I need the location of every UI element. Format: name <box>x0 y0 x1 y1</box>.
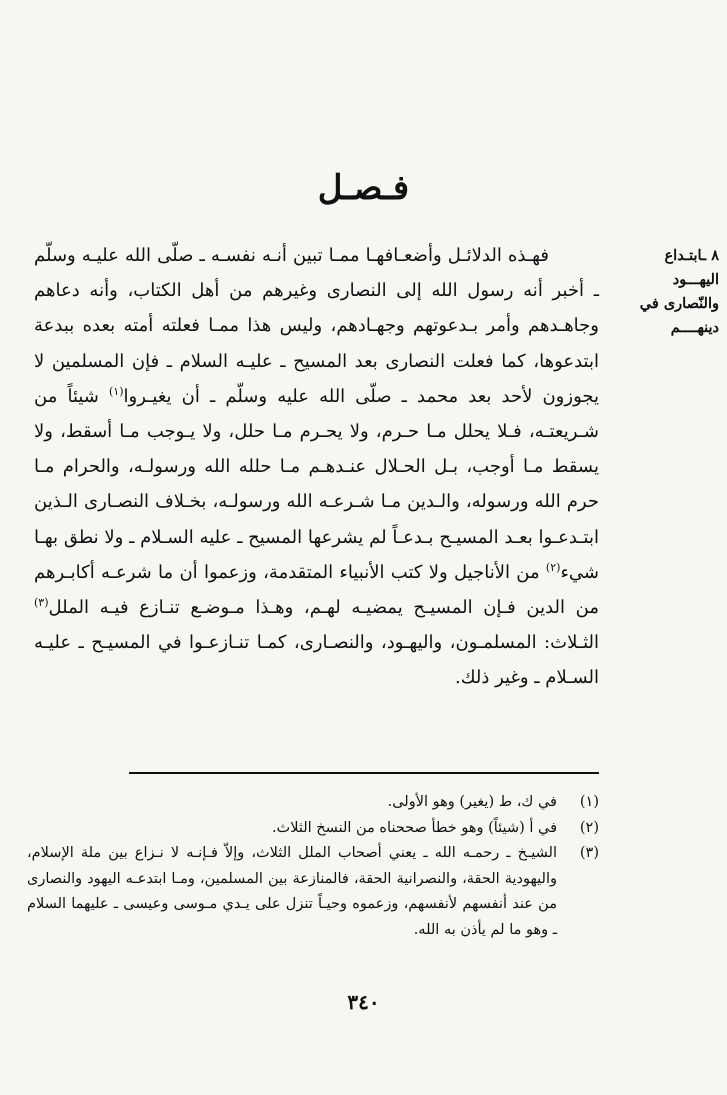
main-body-text <box>34 238 599 696</box>
margin-note-word: ابتـداع <box>664 247 702 264</box>
footnote-ref-2: (٢) <box>545 560 561 574</box>
footnote-number: (٣) <box>579 845 599 861</box>
footnotes <box>27 790 599 943</box>
text-segment-1: فهـذه الدلائـل وأضعـافهـا ممـا تبين أنـه نفسـه ـ صلّى الله عليـه وسلّم ـ أخبر أنه رسول الله إلى النصارى وغيرهم من أهل الكتاب، وأنه دعاهم وجاهـدهم وأمر بـدعوتهم وجهـادهم، وليس هذا ممـا فعلته أمته بعده ببدعة ابتدعوها، كما فعلت النصارى بعد المسيح ـ عليـه السلام ـ فإن المسلمين لا يجوزون لأحد بعد محمد ـ صلّى الله عليه وسلّم ـ أن يغيـروا <box>34 245 599 407</box>
margin-note-line-4: دينهــــم <box>670 319 719 336</box>
text-segment-3: من الأناجيل ولا كتب الأنبياء المتقدمة، وزعموا أن ما شرعـه أكابـرهم من الدين فـإن المسيـح يمضيـه لهـم، وهـذا مـوضـع تنـازع فيـه الملل <box>34 561 599 619</box>
footnote-ref-3: (٣) <box>34 596 49 610</box>
footnote-3 <box>27 841 599 943</box>
margin-note <box>621 244 719 340</box>
footnote-ref-1: (١) <box>109 384 124 398</box>
footnote-2 <box>27 816 599 842</box>
footnote-text: الشيـخ ـ رحمـه الله ـ يعني أصحاب الملل الثلاث، وإلاّ فـإنـه لا نـزاع بين ملة الإسلام، واليهودية الحقة، والنصرانية الحقة، فالمنازعة بين المسلمين، ومـا ابتدعـه اليهود والنصارى من عند أنفسهم لأنفسهم، وزعموه وحيـاً تنزل على يـدي مـوسى وعيسى ـ عليهما السلام ـ وهو ما لم يأذن به الله. <box>27 845 557 938</box>
text-segment-2: شيئاً من شـريعتـه، فـلا يحلل مـا حـرم، ولا يحـرم مـا حلل، ولا يـوجب مـا أسقط، ولا يسقط مـا أوجب، بـل الحـلال عنـدهـم مـا حلله الله ورسولـه، والحرام مـا حرم الله ورسوله، والـدين مـا شـرعـه الله ورسولـه، بخـلاف النصـارى الـذين ابتـدعـوا بعـد المسيـح بـدعـاً لم يشرعها المسيح ـ عليه السـلام ـ ولا نطق بهـا شيء <box>34 385 599 583</box>
chapter-title: فـصـل <box>317 168 410 208</box>
footnote-number: (١) <box>579 794 599 810</box>
page-number: ٣٤٠ <box>347 990 380 1014</box>
footnote-text: في أ (شيئاً) وهو خطأ صححناه من النسخ الثلاث. <box>271 819 557 836</box>
footnote-1 <box>27 790 599 816</box>
margin-note-line-2: اليهـــود <box>672 271 719 288</box>
margin-note-line-3: والنّصارى في <box>639 295 719 312</box>
footnote-separator <box>129 772 599 774</box>
footnote-text: في ك، ط (يغير) وهو الأولى. <box>387 794 557 810</box>
margin-note-line-1 <box>621 244 719 268</box>
footnote-number: (٢) <box>579 819 599 836</box>
text-segment-4: الثـلاث: المسلمـون، واليهـود، والنصـارى، كمـا تنـازعـوا في المسيـح ـ عليـه السـلام ـ وغير ذلك. <box>34 632 599 689</box>
main-paragraph <box>34 238 599 696</box>
margin-note-number: ٨ ـ <box>701 247 719 264</box>
